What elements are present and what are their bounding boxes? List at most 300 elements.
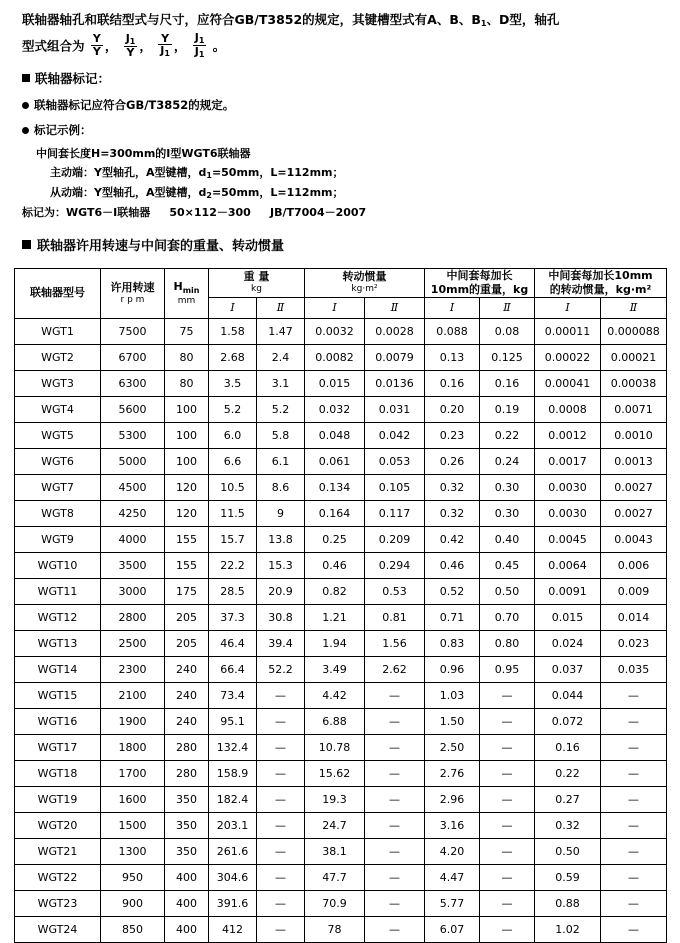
cell-hmin: 280 xyxy=(165,734,209,760)
cell-speed: 1500 xyxy=(101,812,165,838)
cell-weight-i: 6.0 xyxy=(209,422,257,448)
cell-inertia-i: 0.0082 xyxy=(305,344,365,370)
cell-model: WGT4 xyxy=(15,396,101,422)
cell-inertia-ii: 2.62 xyxy=(365,656,425,682)
cell-speed: 6300 xyxy=(101,370,165,396)
cell-hmin: 400 xyxy=(165,916,209,942)
cell-add-weight-ii: 0.30 xyxy=(480,474,535,500)
square-bullet-icon xyxy=(22,74,30,82)
fraction-4 xyxy=(193,32,207,60)
cell-hmin: 240 xyxy=(165,682,209,708)
cell-inertia-i: 3.49 xyxy=(305,656,365,682)
cell-speed: 900 xyxy=(101,890,165,916)
cell-speed: 3500 xyxy=(101,552,165,578)
cell-add-inertia-ii: — xyxy=(601,708,667,734)
cell-weight-ii: 30.8 xyxy=(257,604,305,630)
cell-add-inertia-i: 0.0030 xyxy=(535,500,601,526)
cell-speed: 4500 xyxy=(101,474,165,500)
cell-hmin: 240 xyxy=(165,708,209,734)
cell-inertia-i: 0.048 xyxy=(305,422,365,448)
cell-weight-i: 304.6 xyxy=(209,864,257,890)
paragraph-shaft-bore-text-b: 、D型，轴孔 xyxy=(486,12,560,27)
cell-add-inertia-i: 0.0008 xyxy=(535,396,601,422)
paragraph-shaft-bore xyxy=(22,10,658,31)
cell-add-weight-i: 1.50 xyxy=(425,708,480,734)
cell-add-weight-i: 5.77 xyxy=(425,890,480,916)
cell-weight-ii: — xyxy=(257,734,305,760)
cell-add-weight-ii: 0.50 xyxy=(480,578,535,604)
cell-speed: 4250 xyxy=(101,500,165,526)
cell-hmin: 75 xyxy=(165,318,209,344)
cell-speed: 950 xyxy=(101,864,165,890)
cell-add-inertia-ii: 0.0013 xyxy=(601,448,667,474)
cell-add-weight-ii: 0.80 xyxy=(480,630,535,656)
cell-inertia-ii: — xyxy=(365,864,425,890)
fraction-2 xyxy=(124,33,138,59)
cell-hmin: 80 xyxy=(165,370,209,396)
cell-speed: 1600 xyxy=(101,786,165,812)
cell-weight-ii: — xyxy=(257,890,305,916)
table-row xyxy=(15,500,667,526)
header-hmin: $H_{min}$ mm xyxy=(165,268,209,318)
cell-speed: 1300 xyxy=(101,838,165,864)
header-add-weight-i: Ⅰ xyxy=(425,297,480,318)
cell-weight-ii: 5.2 xyxy=(257,396,305,422)
cell-add-inertia-ii: — xyxy=(601,864,667,890)
cell-hmin: 350 xyxy=(165,812,209,838)
cell-weight-ii: 52.2 xyxy=(257,656,305,682)
table-row xyxy=(15,812,667,838)
cell-weight-ii: 9 xyxy=(257,500,305,526)
fraction-numerator: Y xyxy=(92,32,101,46)
cell-model: WGT14 xyxy=(15,656,101,682)
cell-add-weight-i: 0.42 xyxy=(425,526,480,552)
cell-add-inertia-i: 0.0030 xyxy=(535,474,601,500)
cell-add-inertia-i: 0.044 xyxy=(535,682,601,708)
cell-add-weight-i: 0.20 xyxy=(425,396,480,422)
cell-add-weight-ii: — xyxy=(480,864,535,890)
cell-add-inertia-ii: — xyxy=(601,786,667,812)
cell-add-weight-ii: — xyxy=(480,760,535,786)
cell-inertia-ii: 0.042 xyxy=(365,422,425,448)
cell-inertia-i: 0.82 xyxy=(305,578,365,604)
mark-bullet-2-text: 标记示例： xyxy=(34,123,92,137)
example-line-1: 中间套长度H=300mm的Ⅰ型WGT6联轴器 xyxy=(36,146,251,160)
fraction-denominator: $J_1$ xyxy=(194,45,205,60)
spec-table xyxy=(14,268,667,943)
cell-add-weight-i: 0.23 xyxy=(425,422,480,448)
example-line-2: 主动端：Y型轴孔，A型键槽，$d_1=50mm$，L=112mm； xyxy=(50,166,344,181)
fraction-3 xyxy=(158,33,172,59)
cell-add-inertia-i: 1.02 xyxy=(535,916,601,942)
cell-inertia-i: 1.21 xyxy=(305,604,365,630)
cell-add-inertia-i: 0.0091 xyxy=(535,578,601,604)
cell-add-weight-i: 0.83 xyxy=(425,630,480,656)
cell-weight-ii: 2.4 xyxy=(257,344,305,370)
cell-add-inertia-ii: 0.023 xyxy=(601,630,667,656)
cell-add-inertia-ii: 0.014 xyxy=(601,604,667,630)
cell-add-inertia-i: 0.072 xyxy=(535,708,601,734)
cell-inertia-i: 6.88 xyxy=(305,708,365,734)
cell-weight-i: 1.58 xyxy=(209,318,257,344)
cell-add-inertia-i: 0.32 xyxy=(535,812,601,838)
cell-weight-i: 2.68 xyxy=(209,344,257,370)
spec-table-wrapper xyxy=(0,268,680,943)
table-row xyxy=(15,890,667,916)
cell-add-weight-i: 0.96 xyxy=(425,656,480,682)
cell-inertia-ii: 0.053 xyxy=(365,448,425,474)
cell-add-inertia-ii: — xyxy=(601,838,667,864)
cell-speed: 5000 xyxy=(101,448,165,474)
cell-add-weight-i: 0.16 xyxy=(425,370,480,396)
cell-speed: 4000 xyxy=(101,526,165,552)
cell-add-weight-i: 2.96 xyxy=(425,786,480,812)
header-speed: 许用转速 r p m xyxy=(101,268,165,318)
table-row xyxy=(15,448,667,474)
cell-weight-i: 203.1 xyxy=(209,812,257,838)
cell-add-weight-i: 0.32 xyxy=(425,474,480,500)
cell-weight-i: 158.9 xyxy=(209,760,257,786)
cell-model: WGT10 xyxy=(15,552,101,578)
cell-speed: 2300 xyxy=(101,656,165,682)
cell-add-weight-ii: — xyxy=(480,890,535,916)
cell-model: WGT9 xyxy=(15,526,101,552)
cell-weight-ii: 8.6 xyxy=(257,474,305,500)
header-row-1 xyxy=(15,268,667,297)
bore-combination-end: 。 xyxy=(212,38,226,54)
cell-model: WGT16 xyxy=(15,708,101,734)
header-add-inertia-ii: Ⅱ xyxy=(601,297,667,318)
table-row xyxy=(15,682,667,708)
cell-add-weight-ii: 0.16 xyxy=(480,370,535,396)
cell-weight-ii: 15.3 xyxy=(257,552,305,578)
cell-inertia-i: 0.164 xyxy=(305,500,365,526)
table-row xyxy=(15,864,667,890)
cell-model: WGT17 xyxy=(15,734,101,760)
cell-hmin: 155 xyxy=(165,552,209,578)
cell-inertia-ii: 0.031 xyxy=(365,396,425,422)
cell-add-weight-ii: — xyxy=(480,812,535,838)
cell-hmin: 350 xyxy=(165,786,209,812)
cell-model: WGT2 xyxy=(15,344,101,370)
cell-speed: 850 xyxy=(101,916,165,942)
cell-add-inertia-i: 0.024 xyxy=(535,630,601,656)
cell-add-weight-i: 0.32 xyxy=(425,500,480,526)
table-row xyxy=(15,760,667,786)
cell-inertia-ii: — xyxy=(365,812,425,838)
cell-inertia-i: 24.7 xyxy=(305,812,365,838)
cell-inertia-ii: 0.117 xyxy=(365,500,425,526)
cell-weight-i: 28.5 xyxy=(209,578,257,604)
cell-speed: 2500 xyxy=(101,630,165,656)
round-bullet-icon xyxy=(22,102,29,109)
table-row xyxy=(15,630,667,656)
square-bullet-icon xyxy=(22,240,31,249)
cell-add-weight-i: 0.13 xyxy=(425,344,480,370)
cell-add-weight-ii: 0.95 xyxy=(480,656,535,682)
cell-add-weight-ii: 0.24 xyxy=(480,448,535,474)
cell-inertia-ii: 0.105 xyxy=(365,474,425,500)
cell-speed: 7500 xyxy=(101,318,165,344)
cell-hmin: 400 xyxy=(165,890,209,916)
cell-inertia-ii: — xyxy=(365,890,425,916)
cell-add-weight-ii: — xyxy=(480,786,535,812)
cell-model: WGT1 xyxy=(15,318,101,344)
cell-weight-i: 391.6 xyxy=(209,890,257,916)
cell-hmin: 240 xyxy=(165,656,209,682)
cell-add-inertia-ii: — xyxy=(601,890,667,916)
fraction-1 xyxy=(91,33,103,57)
cell-add-inertia-ii: 0.00021 xyxy=(601,344,667,370)
cell-model: WGT21 xyxy=(15,838,101,864)
cell-add-inertia-i: 0.015 xyxy=(535,604,601,630)
cell-weight-ii: 13.8 xyxy=(257,526,305,552)
cell-add-weight-ii: 0.22 xyxy=(480,422,535,448)
cell-inertia-i: 38.1 xyxy=(305,838,365,864)
fraction-numerator: Y xyxy=(158,33,172,46)
cell-add-weight-i: 0.46 xyxy=(425,552,480,578)
table-row xyxy=(15,916,667,942)
cell-add-weight-i: 2.50 xyxy=(425,734,480,760)
example-block xyxy=(22,144,658,223)
cell-hmin: 120 xyxy=(165,500,209,526)
cell-add-inertia-i: 0.00041 xyxy=(535,370,601,396)
cell-inertia-ii: — xyxy=(365,734,425,760)
paragraph-bore-combination: 型式组合为 $\frac{Y}{Y}$ ， $\frac{J_1}{Y}$ ， $\frac{Y}{J_1}$ ， $\frac{J_1}{J_1}$ 。 xyxy=(22,30,226,60)
cell-add-inertia-ii: — xyxy=(601,812,667,838)
cell-weight-i: 261.6 xyxy=(209,838,257,864)
cell-hmin: 350 xyxy=(165,838,209,864)
cell-inertia-i: 15.62 xyxy=(305,760,365,786)
cell-weight-ii: — xyxy=(257,786,305,812)
cell-add-inertia-i: 0.00022 xyxy=(535,344,601,370)
cell-model: WGT20 xyxy=(15,812,101,838)
cell-add-inertia-i: 0.037 xyxy=(535,656,601,682)
cell-add-weight-i: 2.76 xyxy=(425,760,480,786)
cell-hmin: 120 xyxy=(165,474,209,500)
cell-inertia-ii: — xyxy=(365,708,425,734)
cell-weight-i: 182.4 xyxy=(209,786,257,812)
header-weight-ii: Ⅱ xyxy=(257,297,305,318)
cell-add-weight-ii: 0.30 xyxy=(480,500,535,526)
cell-weight-i: 95.1 xyxy=(209,708,257,734)
cell-weight-ii: — xyxy=(257,812,305,838)
cell-weight-ii: — xyxy=(257,916,305,942)
cell-inertia-ii: 0.53 xyxy=(365,578,425,604)
cell-speed: 6700 xyxy=(101,344,165,370)
cell-weight-i: 37.3 xyxy=(209,604,257,630)
cell-add-inertia-i: 0.88 xyxy=(535,890,601,916)
cell-model: WGT13 xyxy=(15,630,101,656)
cell-inertia-i: 4.42 xyxy=(305,682,365,708)
cell-weight-ii: 3.1 xyxy=(257,370,305,396)
cell-model: WGT5 xyxy=(15,422,101,448)
cell-add-inertia-i: 0.59 xyxy=(535,864,601,890)
cell-add-inertia-i: 0.0045 xyxy=(535,526,601,552)
cell-add-inertia-ii: 0.035 xyxy=(601,656,667,682)
cell-weight-i: 11.5 xyxy=(209,500,257,526)
table-head xyxy=(15,268,667,318)
cell-weight-i: 3.5 xyxy=(209,370,257,396)
cell-weight-i: 10.5 xyxy=(209,474,257,500)
cell-hmin: 100 xyxy=(165,422,209,448)
cell-add-weight-i: 0.088 xyxy=(425,318,480,344)
cell-model: WGT18 xyxy=(15,760,101,786)
fraction-numerator: $J_1$ xyxy=(125,31,136,46)
cell-add-inertia-ii: 0.0071 xyxy=(601,396,667,422)
subscript-1: 1 xyxy=(480,19,487,28)
cell-add-inertia-i: 0.0012 xyxy=(535,422,601,448)
cell-add-inertia-i: 0.00011 xyxy=(535,318,601,344)
cell-speed: 1900 xyxy=(101,708,165,734)
table-row xyxy=(15,370,667,396)
fraction-numerator: $J_1$ xyxy=(194,30,205,45)
cell-weight-i: 15.7 xyxy=(209,526,257,552)
cell-hmin: 205 xyxy=(165,630,209,656)
table-body xyxy=(15,318,667,942)
header-add-inertia-i: Ⅰ xyxy=(535,297,601,318)
table-row xyxy=(15,422,667,448)
cell-weight-i: 412 xyxy=(209,916,257,942)
cell-add-weight-ii: 0.08 xyxy=(480,318,535,344)
cell-add-weight-ii: — xyxy=(480,708,535,734)
cell-hmin: 100 xyxy=(165,448,209,474)
cell-inertia-ii: — xyxy=(365,786,425,812)
cell-speed: 5300 xyxy=(101,422,165,448)
cell-add-inertia-ii: — xyxy=(601,734,667,760)
cell-inertia-i: 0.015 xyxy=(305,370,365,396)
coupling-mark-heading-text: 联轴器标记： xyxy=(35,71,111,87)
cell-hmin: 205 xyxy=(165,604,209,630)
cell-add-weight-ii: 0.125 xyxy=(480,344,535,370)
cell-inertia-ii: 0.0136 xyxy=(365,370,425,396)
intro-section xyxy=(0,0,680,258)
cell-model: WGT24 xyxy=(15,916,101,942)
cell-inertia-ii: 0.209 xyxy=(365,526,425,552)
cell-inertia-ii: — xyxy=(365,682,425,708)
cell-add-inertia-ii: 0.009 xyxy=(601,578,667,604)
table-row xyxy=(15,526,667,552)
table-row xyxy=(15,396,667,422)
table-row xyxy=(15,604,667,630)
cell-add-inertia-ii: — xyxy=(601,682,667,708)
table-row xyxy=(15,786,667,812)
cell-add-weight-ii: — xyxy=(480,734,535,760)
cell-weight-i: 5.2 xyxy=(209,396,257,422)
cell-model: WGT6 xyxy=(15,448,101,474)
cell-inertia-ii: 0.0028 xyxy=(365,318,425,344)
section-title xyxy=(22,236,658,257)
cell-weight-ii: — xyxy=(257,864,305,890)
cell-model: WGT7 xyxy=(15,474,101,500)
header-weight-i: Ⅰ xyxy=(209,297,257,318)
cell-hmin: 155 xyxy=(165,526,209,552)
cell-model: WGT3 xyxy=(15,370,101,396)
cell-inertia-ii: 1.56 xyxy=(365,630,425,656)
cell-add-weight-ii: — xyxy=(480,838,535,864)
cell-weight-i: 46.4 xyxy=(209,630,257,656)
mark-bullet-2 xyxy=(22,121,658,140)
cell-add-weight-i: 0.71 xyxy=(425,604,480,630)
table-row xyxy=(15,344,667,370)
cell-add-weight-ii: — xyxy=(480,916,535,942)
cell-hmin: 100 xyxy=(165,396,209,422)
cell-inertia-i: 0.032 xyxy=(305,396,365,422)
cell-weight-ii: — xyxy=(257,708,305,734)
cell-model: WGT19 xyxy=(15,786,101,812)
fraction-denominator: Y xyxy=(92,45,101,59)
cell-add-inertia-ii: 0.00038 xyxy=(601,370,667,396)
cell-add-inertia-i: 0.22 xyxy=(535,760,601,786)
cell-inertia-i: 0.061 xyxy=(305,448,365,474)
cell-inertia-ii: 0.294 xyxy=(365,552,425,578)
fraction-denominator: $J_1$ xyxy=(160,44,170,59)
header-inertia-i: Ⅰ xyxy=(305,297,365,318)
cell-weight-ii: 6.1 xyxy=(257,448,305,474)
cell-model: WGT8 xyxy=(15,500,101,526)
cell-model: WGT23 xyxy=(15,890,101,916)
cell-speed: 2100 xyxy=(101,682,165,708)
header-add-weight-ii: Ⅱ xyxy=(480,297,535,318)
cell-add-inertia-i: 0.50 xyxy=(535,838,601,864)
section-title-text: 联轴器许用转速与中间套的重量、转动惯量 xyxy=(37,239,285,255)
header-add-weight: 中间套每加长 10mm的重量，kg xyxy=(425,268,535,297)
round-bullet-icon xyxy=(22,127,29,134)
cell-weight-ii: — xyxy=(257,760,305,786)
cell-speed: 1700 xyxy=(101,760,165,786)
cell-weight-ii: 1.47 xyxy=(257,318,305,344)
cell-inertia-ii: — xyxy=(365,916,425,942)
cell-model: WGT15 xyxy=(15,682,101,708)
cell-inertia-ii: 0.0079 xyxy=(365,344,425,370)
cell-add-inertia-ii: 0.0043 xyxy=(601,526,667,552)
cell-inertia-ii: 0.81 xyxy=(365,604,425,630)
cell-add-weight-i: 3.16 xyxy=(425,812,480,838)
table-row xyxy=(15,838,667,864)
cell-add-inertia-ii: 0.0027 xyxy=(601,474,667,500)
cell-inertia-i: 0.134 xyxy=(305,474,365,500)
cell-add-inertia-ii: 0.0010 xyxy=(601,422,667,448)
cell-add-weight-i: 4.47 xyxy=(425,864,480,890)
cell-add-weight-ii: — xyxy=(480,682,535,708)
header-weight: 重 量 kg xyxy=(209,268,305,297)
header-add-inertia: 中间套每加长10mm 的转动惯量，kg·m² xyxy=(535,268,667,297)
cell-hmin: 80 xyxy=(165,344,209,370)
cell-add-inertia-ii: — xyxy=(601,760,667,786)
cell-inertia-i: 78 xyxy=(305,916,365,942)
cell-add-weight-i: 0.52 xyxy=(425,578,480,604)
fraction-denominator: Y xyxy=(126,45,135,59)
table-row xyxy=(15,474,667,500)
cell-model: WGT22 xyxy=(15,864,101,890)
cell-inertia-i: 19.3 xyxy=(305,786,365,812)
table-row xyxy=(15,656,667,682)
header-inertia-ii: Ⅱ xyxy=(365,297,425,318)
cell-weight-i: 73.4 xyxy=(209,682,257,708)
cell-speed: 5600 xyxy=(101,396,165,422)
cell-weight-i: 6.6 xyxy=(209,448,257,474)
cell-add-weight-ii: 0.45 xyxy=(480,552,535,578)
cell-weight-ii: — xyxy=(257,682,305,708)
bore-combination-label: 型式组合为 xyxy=(22,38,85,54)
paragraph-shaft-bore-text-a: 联轴器轴孔和联结型式与尺寸，应符合GB/T3852的规定，其键槽型式有A、B、B xyxy=(22,12,481,27)
cell-inertia-i: 47.7 xyxy=(305,864,365,890)
cell-inertia-i: 0.0032 xyxy=(305,318,365,344)
mark-bullet-1-text: 联轴器标记应符合GB/T3852的规定。 xyxy=(34,98,235,113)
cell-weight-i: 132.4 xyxy=(209,734,257,760)
cell-add-inertia-ii: 0.000088 xyxy=(601,318,667,344)
cell-weight-i: 66.4 xyxy=(209,656,257,682)
